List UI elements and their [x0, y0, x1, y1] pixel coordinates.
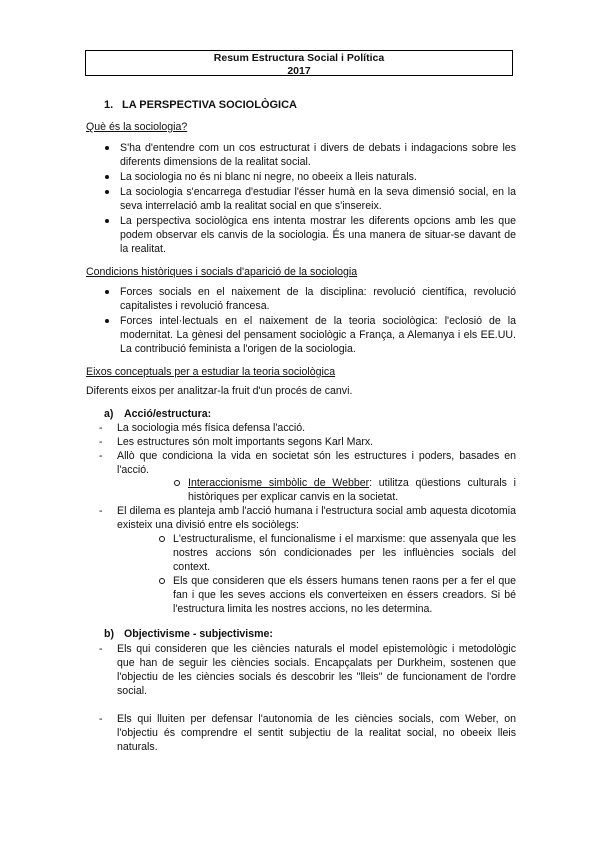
list-item: - Allò que condiciona la vida en societat són les estructures i poders, basades en l'acció. — [97, 449, 516, 477]
list-item: La sociologia s'encarrega d'estudiar l'ésser humà en la seva dimensió social, en la seva interrelació amb la realitat social en que s'insereix. — [104, 185, 516, 213]
list-item: La perspectiva sociològica ens intenta mostrar les diferents opcions amb les que podem observar els canvis de la sociologia. És una manera de situar-se davant de la realitat. — [104, 214, 516, 256]
list-item: S'ha d'entendre com un cos estructurat i divers de debats i indagacions sobre les diferents dimensions de la realitat social. — [104, 141, 516, 169]
what-is-heading: Què és la sociologia? — [86, 121, 188, 133]
subsection-b-title: Objectivisme - subjectivisme: — [124, 628, 273, 640]
list-item: Els que consideren que els éssers humans tenen raons per a fer el que fan i que les seves accions els converteixen en éssers creadors. Si bé l'estructura limita les nostres accions, no les determina. — [158, 574, 516, 616]
axes-heading: Eixos conceptuals per a estudiar la teoria sociològica — [86, 366, 336, 378]
document-year: 2017 — [287, 64, 311, 77]
section-number: 1. — [104, 99, 114, 111]
subsection-a-heading — [104, 407, 211, 421]
subsection-a-sublist-1 — [173, 476, 516, 504]
list-item: Forces socials en el naixement de la disciplina: revolució científica, revolució capitalistes i revolució francesa. — [104, 285, 516, 313]
subsection-b-letter: b) — [104, 628, 114, 640]
conditions-heading: Condicions històriques i socials d'aparició de la sociologia — [86, 266, 358, 278]
section-title: LA PERSPECTIVA SOCIOLÒGICA — [122, 99, 297, 111]
list-item: - Els qui consideren que les ciències naturals el model epistemològic i metodològic que han de seguir les ciències socials. Encapçalats per Durkheim, sostenen que l'objectiu de les ciències socials és descobrir les "lleis" de funcionament de l'ordre social. — [97, 642, 516, 698]
list-item: - La sociologia més física defensa l'acció. — [97, 421, 516, 435]
subsection-a-sublist-2 — [158, 532, 516, 616]
subsection-a-title: Acció/estructura: — [124, 408, 212, 420]
subsection-a-list — [97, 421, 516, 477]
list-item: La sociologia no és ni blanc ni negre, no obeeix a lleis naturals. — [104, 170, 516, 184]
axes-intro: Diferents eixos per analitzar-la fruit d'un procés de canvi. — [86, 385, 353, 397]
subsection-b-heading — [104, 627, 273, 641]
what-is-list — [104, 141, 516, 256]
list-item: L'estructuralisme, el funcionalisme i el marxisme: que assenyala que les nostres accions són condicionades per les influències socials del context. — [158, 532, 516, 574]
interaccionisme-text: : utilitza qüestions culturals i històriques per explicar canvis en la societat. — [188, 477, 516, 503]
subsection-a-list-cont — [97, 504, 516, 532]
subsection-b-list-1 — [97, 642, 516, 698]
list-item — [173, 476, 516, 504]
conditions-list — [104, 285, 516, 356]
subsection-a-letter: a) — [104, 408, 114, 420]
section-heading — [104, 98, 297, 112]
list-item: - El dilema es planteja amb l'acció humana i l'estructura social amb aquesta dicotomia existeix una divisió entre els sociòlegs: — [97, 504, 516, 532]
title-box — [85, 50, 513, 76]
document-title: Resum Estructura Social i Política — [213, 52, 385, 64]
list-item: Forces intel·lectuals en el naixement de la teoria sociològica: l'eclosió de la modernitat. La gènesi del pensament sociològic a França, a Alemanya i els EE.UU. La contribució feminista a l'origen de la sociologia. — [104, 314, 516, 356]
list-item: - Els qui lluiten per defensar l'autonomia de les ciències socials, com Weber, on l'objectiu és comprendre el sentit subjectiu de la realitat social, no obeeix lleis naturals. — [97, 712, 516, 754]
list-item: - Les estructures són molt importants segons Karl Marx. — [97, 435, 516, 449]
subsection-b-list-2 — [97, 712, 516, 754]
interaccionisme-term: Interaccionisme simbòlic de Webber — [188, 477, 370, 489]
